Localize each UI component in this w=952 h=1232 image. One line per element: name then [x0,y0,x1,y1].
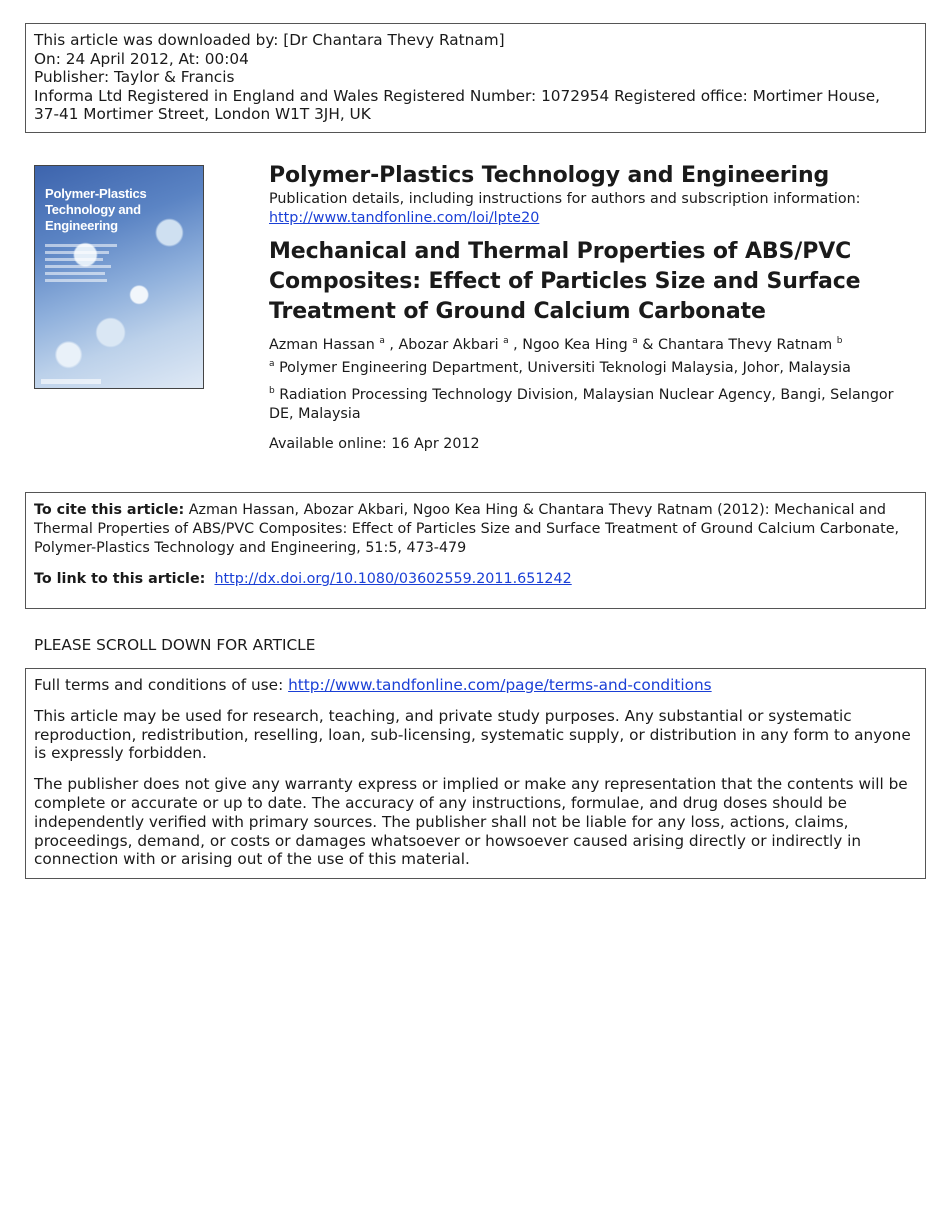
cover-text-lines [45,244,117,286]
affiliation-mark: a [379,336,385,346]
cover-editor-line [41,379,101,384]
download-date-line: On: 24 April 2012, At: 00:04 [34,49,249,68]
publisher-line: Publisher: Taylor & Francis [34,68,235,87]
affiliation-a [269,355,919,378]
cite-label: To cite this article: [34,502,185,518]
author-separator: , [508,337,523,353]
author-separator: & [637,337,659,353]
author-name: Ngoo Kea Hing [522,337,628,353]
cover-title-line: Polymer-Plastics [45,186,147,201]
citation-box [25,492,926,609]
journal-link[interactable]: http://www.tandfonline.com/loi/lpte20 [269,209,540,226]
terms-paragraph-usage: This article may be used for research, teaching, and private study purposes. Any substantial or systematic reproduction, redistribution, reselling, loan, sub-licensing, systematic supply, or distribution in any form to anyone is expressly forbidden. [34,706,911,763]
affiliation-mark: a [632,336,638,346]
article-title: Mechanical and Thermal Properties of ABS/PVC Composites: Effect of Particles Size and Surface Treatment of Ground Calcium Carbonate [269,239,861,324]
terms-paragraph-disclaimer: The publisher does not give any warranty express or implied or make any representation that the contents will be complete or accurate or up to date. The accuracy of any instructions, formulae, and drug doses should be independently verified with primary sources. The publisher shall not be liable for any loss, actions, claims, proceedings, demand, or costs or damages whatsoever or howsoever caused arising directly or indirectly in connection with or arising out of the use of this material. [34,775,908,869]
address-line: 37-41 Mortimer Street, London W1T 3JH, UK [34,105,371,124]
author-separator: , [384,337,399,353]
terms-box [25,668,926,879]
terms-line [34,676,917,695]
affiliation-mark: a [503,336,509,346]
cite-text: Azman Hassan, Abozar Akbari, Ngoo Kea Hing & Chantara Thevy Ratnam (2012): Mechanical and Thermal Properties of ABS/PVC Composites: Effect of Particles Size and Surface Treatment of Ground Calcium Carbonate, Polymer-Plastics Technology and Engineering, 51:5, 473-479 [34,502,900,556]
citation [34,501,917,558]
terms-label: Full terms and conditions of use: [34,676,284,694]
author-list [269,331,919,355]
link-label: To link to this article: [34,571,206,587]
affiliation-mark: b [269,386,275,396]
article-link-line [34,570,917,589]
affiliation-text: Polymer Engineering Department, Universiti Teknologi Malaysia, Johor, Malaysia [279,360,851,376]
downloaded-by-line: This article was downloaded by: [Dr Chantara Thevy Ratnam] [34,31,505,49]
affiliation-mark: a [269,359,275,369]
cover-title-line: Engineering [45,218,118,233]
download-info-box [25,23,926,133]
cover-title-line: Technology and [45,202,141,217]
author-name: Azman Hassan [269,337,375,353]
journal-cover-image [34,165,204,389]
doi-link[interactable]: http://dx.doi.org/10.1080/03602559.2011.651242 [214,571,572,587]
article-header [269,162,919,452]
publication-details: Publication details, including instructions for authors and subscription information: [269,191,861,207]
terms-link[interactable]: http://www.tandfonline.com/page/terms-and-conditions [288,676,712,694]
cover-title [45,186,147,234]
registration-line: Informa Ltd Registered in England and Wales Registered Number: 1072954 Registered office: Mortimer House, [34,86,881,105]
author-name: Chantara Thevy Ratnam [658,337,833,353]
author-name: Abozar Akbari [398,337,499,353]
affiliation-text: Radiation Processing Technology Division, Malaysian Nuclear Agency, Bangi, Selangor DE, Malaysia [269,387,894,422]
journal-title: Polymer-Plastics Technology and Engineering [269,163,830,188]
affiliation-b [269,382,919,424]
available-online: Available online: 16 Apr 2012 [269,436,480,452]
scroll-note: PLEASE SCROLL DOWN FOR ARTICLE [34,636,316,654]
affiliation-mark: b [836,336,843,346]
